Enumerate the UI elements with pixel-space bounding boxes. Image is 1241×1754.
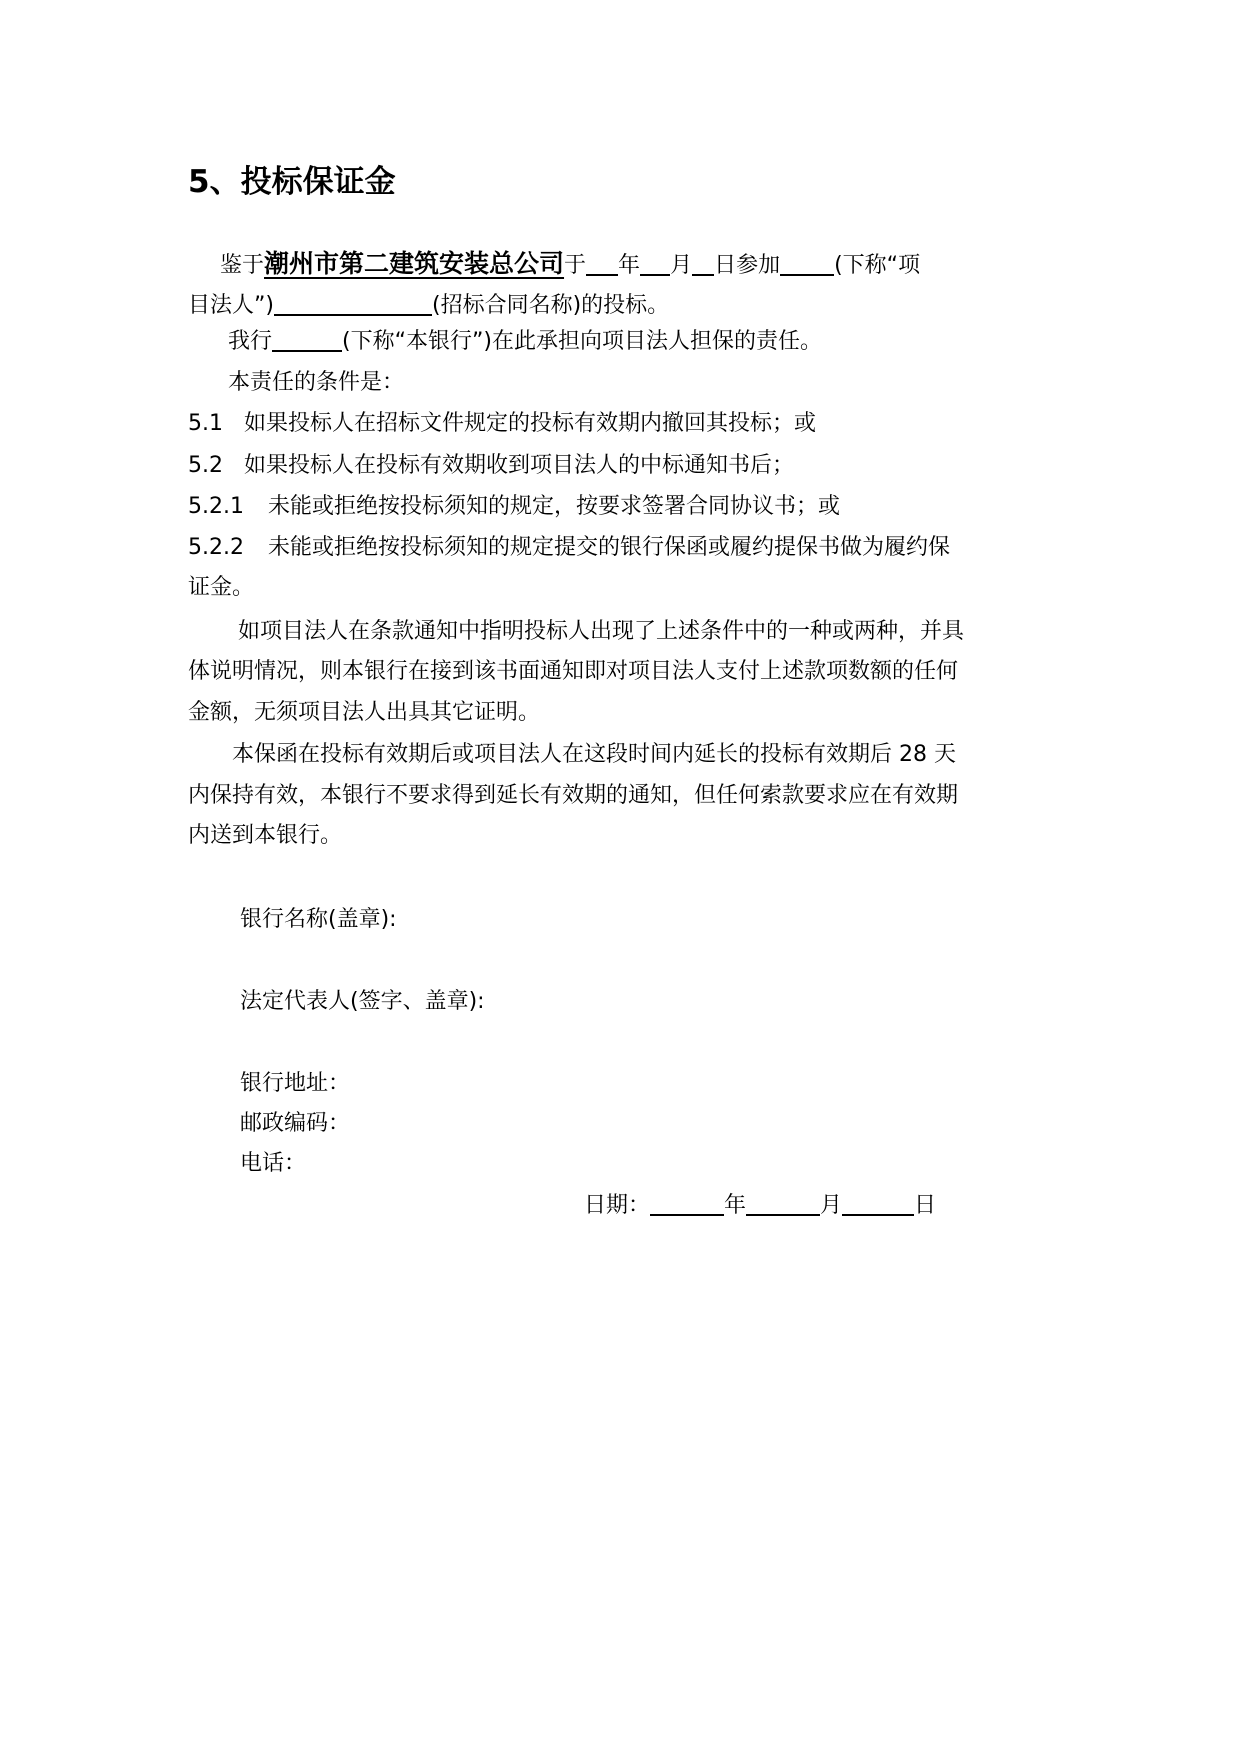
blank-day <box>692 248 714 276</box>
para3: 本责任的条件是： <box>228 370 405 395</box>
para4-line1: 如项目法人在条款通知中指明投标人出现了上述条件中的一种或两种，并具 <box>238 619 965 644</box>
para5-line2: 内保持有效，本银行不要求得到延长有效期的通知，但任何索款要求应在有效期 <box>188 783 959 808</box>
condition-text: 如果投标人在投标有效期收到项目法人的中标通知书后； <box>244 453 795 478</box>
condition-text: 未能或拒绝按投标须知的规定，按要求签署合同协议书；或 <box>268 494 841 519</box>
condition-text: 如果投标人在招标文件规定的投标有效期内撤回其投标；或 <box>244 411 817 436</box>
para1-line2 <box>188 286 669 326</box>
condition-continuation: 证金。 <box>188 575 255 600</box>
blank-project <box>780 248 834 276</box>
postcode-field: 邮政编码： <box>240 1111 351 1136</box>
company-name: 潮州市第二建筑安装总公司 <box>264 249 565 278</box>
legal-rep-field: 法定代表人(签字、盖章): <box>240 989 485 1014</box>
date-day-label: 日 <box>914 1193 937 1218</box>
para4-line3: 金额，无须项目法人出具其它证明。 <box>188 700 541 725</box>
blank-date-day <box>842 1188 914 1216</box>
para2 <box>228 322 822 362</box>
bank-name-field: 银行名称(盖章): <box>240 907 397 932</box>
blank-month <box>640 248 670 276</box>
condition-text: 未能或拒绝按投标须知的规定提交的银行保函或履约提保书做为履约保 <box>268 535 951 560</box>
para2-text: (下称“本银行”)在此承担向项目法人担保的责任。 <box>342 329 822 354</box>
condition-5-1 <box>188 404 816 444</box>
blank-bank-name <box>272 324 342 352</box>
para1-text-yu: 于 <box>564 253 587 278</box>
condition-5-2-1 <box>188 487 840 527</box>
condition-5-2 <box>188 446 794 486</box>
blank-date-month <box>746 1188 820 1216</box>
para2-text-bank: 我行 <box>228 329 273 354</box>
date-month-label: 月 <box>820 1193 843 1218</box>
para1-text-day: 日参加 <box>714 253 781 278</box>
para1-text-year: 年 <box>618 253 641 278</box>
condition-number: 5.2.2 <box>188 535 244 560</box>
para1-text-month: 月 <box>670 253 693 278</box>
condition-number: 5.2 <box>188 453 223 478</box>
condition-number: 5.1 <box>188 411 223 436</box>
para5-line1: 本保函在投标有效期后或项目法人在这段时间内延长的投标有效期后 28 天 <box>232 742 956 767</box>
para1-text-called: (下称“项 <box>834 253 921 278</box>
condition-5-2-2 <box>188 528 950 568</box>
para1-text-bid: (招标合同名称)的投标。 <box>431 293 670 318</box>
date-year-label: 年 <box>724 1193 747 1218</box>
page-title: 5、投标保证金 <box>188 164 396 200</box>
blank-year <box>586 248 618 276</box>
para1-prefix: 鉴于 <box>220 253 265 278</box>
date-label: 日期： <box>584 1193 651 1218</box>
para1-text-owner: 目法人”) <box>188 293 274 318</box>
phone-field: 电话： <box>240 1151 307 1176</box>
blank-contract-name <box>274 288 432 316</box>
bank-address-field: 银行地址： <box>240 1071 351 1096</box>
para1-line1 <box>220 244 920 286</box>
blank-date-year <box>650 1188 724 1216</box>
para4-line2: 体说明情况，则本银行在接到该书面通知即对项目法人支付上述款项数额的任何 <box>188 659 959 684</box>
condition-number: 5.2.1 <box>188 494 244 519</box>
date-field <box>584 1186 936 1226</box>
para5-line3: 内送到本银行。 <box>188 823 343 848</box>
